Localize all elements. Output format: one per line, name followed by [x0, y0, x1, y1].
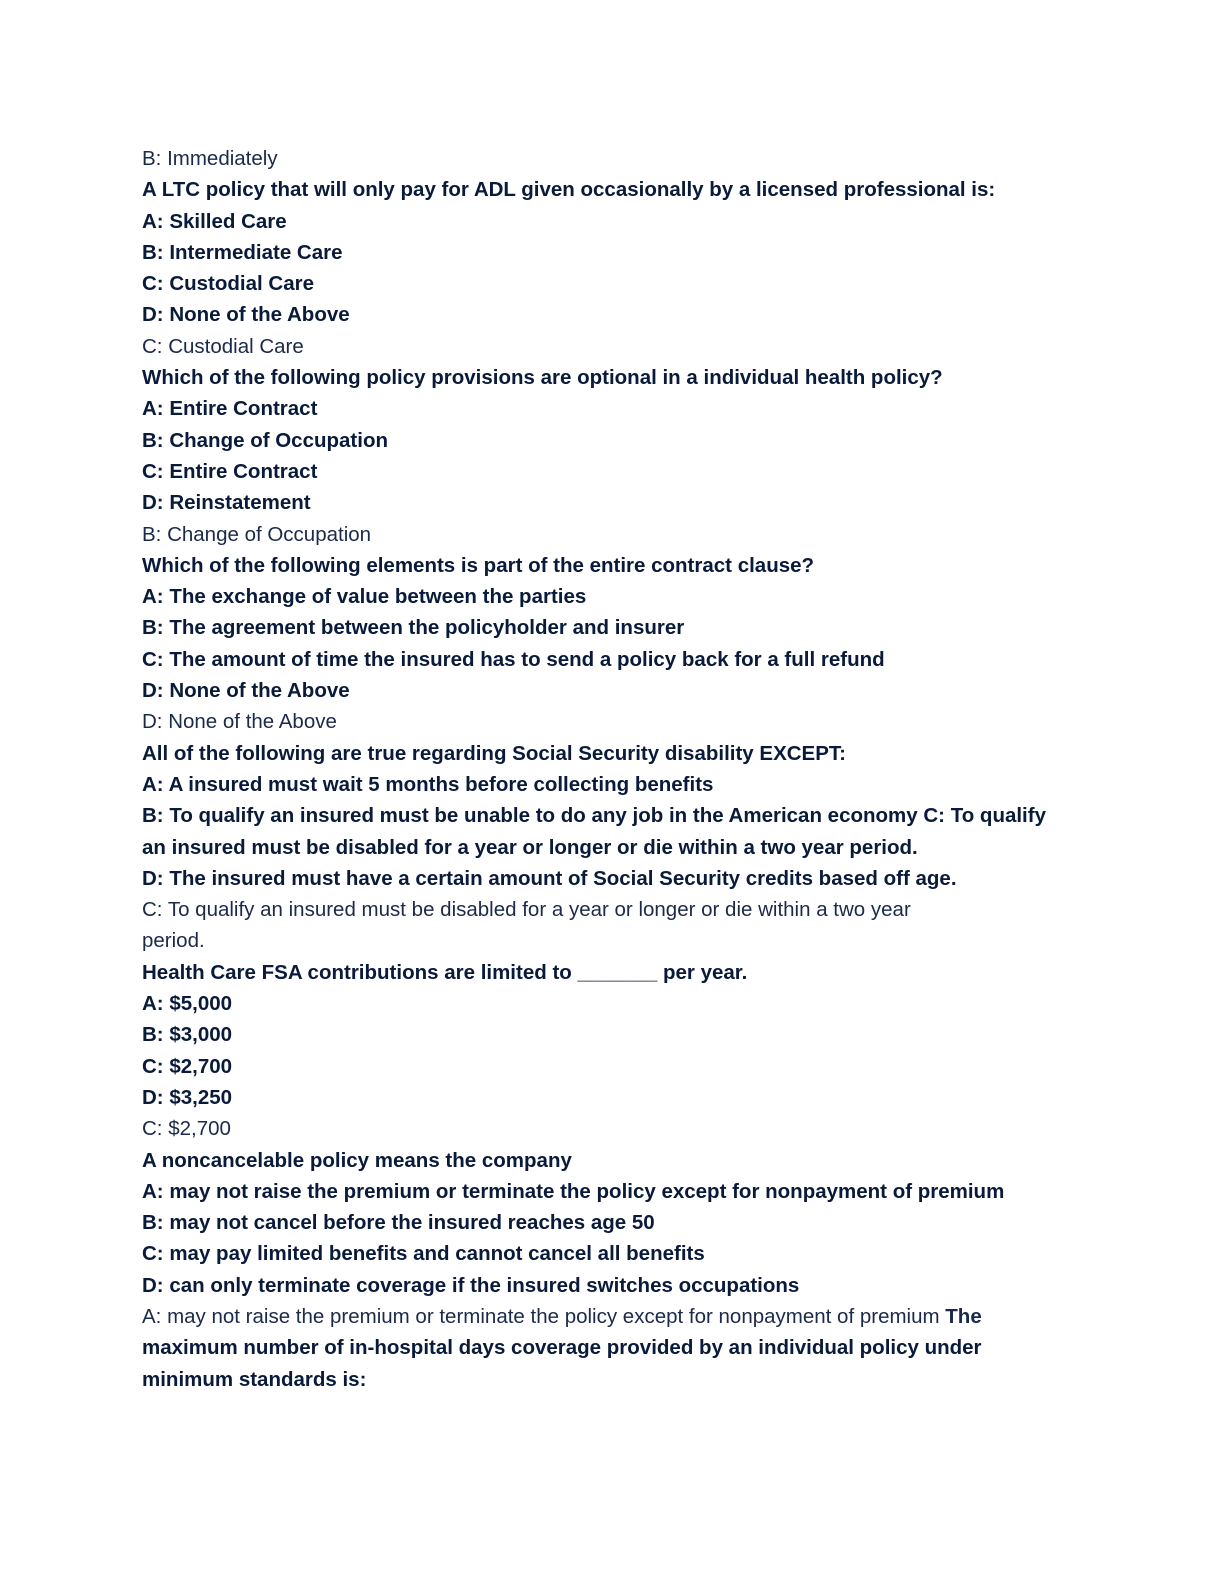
option-line: A: Skilled Care: [142, 209, 287, 233]
option-line: B: To qualify an insured must be unable to do any job in the American economy C: To qualify: [142, 804, 1046, 828]
option-line: D: The insured must have a certain amount of Social Security credits based off age.: [142, 866, 957, 890]
option-line: D: can only terminate coverage if the insured switches occupations: [142, 1273, 800, 1297]
option-line: B: Intermediate Care: [142, 240, 343, 264]
question-line: A noncancelable policy means the company: [142, 1148, 572, 1172]
answer-line: C: $2,700: [142, 1117, 231, 1141]
answer-line: period.: [142, 929, 205, 953]
option-line: B: Change of Occupation: [142, 428, 388, 452]
option-line: B: The agreement between the policyholder and insurer: [142, 616, 685, 640]
question-start: The: [945, 1304, 982, 1328]
document-page: [142, 143, 1102, 1395]
question-line: Health Care FSA contributions are limited to _______ per year.: [142, 960, 748, 984]
option-line: A: $5,000: [142, 992, 233, 1016]
answer-text: A: may not raise the premium or terminate the policy except for nonpayment of premium: [142, 1304, 940, 1328]
question-line: Which of the following policy provisions are optional in a individual health policy?: [142, 366, 943, 390]
answer-line: [142, 1301, 1102, 1332]
answer-line: D: None of the Above: [142, 710, 337, 734]
answer-line: B: Immediately: [142, 147, 278, 170]
option-line: D: None of the Above: [142, 679, 350, 703]
option-line: D: None of the Above: [142, 303, 350, 327]
document-body: [142, 143, 1102, 1301]
option-line: C: The amount of time the insured has to send a policy back for a full refund: [142, 647, 885, 671]
question-line: Which of the following elements is part of the entire contract clause?: [142, 553, 815, 577]
question-line: All of the following are true regarding Social Security disability EXCEPT:: [142, 741, 846, 765]
answer-line: B: Change of Occupation: [142, 522, 372, 546]
option-line: B: may not cancel before the insured reaches age 50: [142, 1211, 655, 1235]
option-line: B: $3,000: [142, 1023, 233, 1047]
option-line: C: Custodial Care: [142, 272, 314, 296]
option-line: C: $2,700: [142, 1054, 233, 1078]
option-line: A: may not raise the premium or terminate the policy except for nonpayment of premium: [142, 1179, 1005, 1203]
answer-line: C: Custodial Care: [142, 334, 304, 358]
option-line: an insured must be disabled for a year or longer or die within a two year period.: [142, 835, 918, 859]
question-line: A LTC policy that will only pay for ADL given occasionally by a licensed professional is:: [142, 178, 996, 202]
question-line: minimum standards is:: [142, 1367, 367, 1391]
option-line: C: may pay limited benefits and cannot cancel all benefits: [142, 1242, 705, 1266]
option-line: C: Entire Contract: [142, 459, 318, 483]
option-line: A: A insured must wait 5 months before collecting benefits: [142, 772, 714, 796]
question-line: maximum number of in-hospital days coverage provided by an individual policy under: [142, 1336, 982, 1360]
option-line: A: The exchange of value between the parties: [142, 585, 587, 609]
answer-line: C: To qualify an insured must be disabled for a year or longer or die within a two year: [142, 898, 911, 922]
option-line: D: $3,250: [142, 1085, 233, 1109]
option-line: D: Reinstatement: [142, 491, 311, 515]
option-line: A: Entire Contract: [142, 397, 318, 421]
